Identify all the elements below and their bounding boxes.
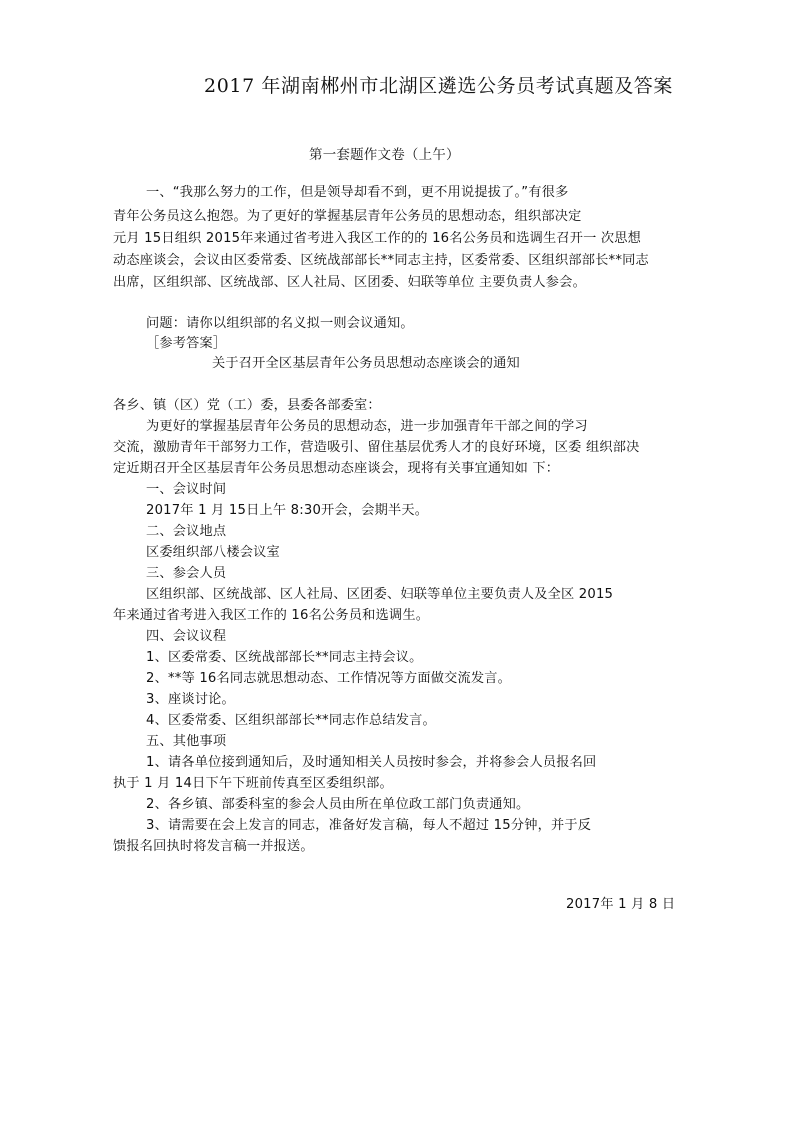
document-subtitle: 第一套题作文卷（上午） (309, 147, 460, 163)
section-heading: 三、参会人员 (146, 566, 227, 581)
notice-body-line: 区组织部、区统战部、区人社局、区团委、妇联等单位主要负责人及全区 2015 (146, 587, 614, 602)
reference-answer-label: ［参考答案］ (146, 336, 227, 351)
notice-salutation: 各乡、镇（区）党（工）委，县委各部委室： (113, 398, 381, 413)
section-heading: 一、会议时间 (146, 482, 227, 497)
notice-body-line: 2、各乡镇、部委科室的参会人员由所在单位政工部门负责通知。 (146, 797, 530, 812)
question-line: 青年公务员这么抱怨。为了更好的掌握基层青年公务员的思想动态，组织部决定 (113, 209, 582, 224)
document-title: 2017 年湖南郴州市北湖区遴选公务员考试真题及答案 (204, 75, 673, 97)
section-heading: 五、其他事项 (146, 734, 227, 749)
notice-body-line: 3、请需要在会上发言的同志，准备好发言稿，每人不超过 15分钟，并于反 (146, 818, 592, 833)
notice-title: 关于召开全区基层青年公务员思想动态座谈会的通知 (212, 356, 520, 371)
question-line: 动态座谈会，会议由区委常委、区统战部部长**同志主持，区委常委、区组织部部长**同志 (113, 253, 649, 268)
notice-body-line: 2017年 1 月 15日上午 8:30开会，会期半天。 (146, 503, 429, 518)
notice-body-line: 馈报名回执时将发言稿一并报送。 (113, 839, 314, 854)
section-heading: 二、会议地点 (146, 524, 227, 539)
notice-body-line: 交流，激励青年干部努力工作，营造吸引、留住基层优秀人才的良好环境，区委 组织部决 (113, 440, 640, 455)
notice-date: 2017年 1 月 8 日 (566, 897, 676, 912)
question-line: 出席，区组织部、区统战部、区人社局、区团委、妇联等单位 主要负责人参会。 (113, 275, 586, 290)
notice-body-line: 3、座谈讨论。 (146, 692, 235, 707)
notice-body-line: 1、请各单位接到通知后，及时通知相关人员按时参会，并将参会人员报名回 (146, 755, 597, 770)
question-prompt: 问题：请你以组织部的名义拟一则会议通知。 (146, 316, 414, 331)
notice-body-line: 执于 1 月 14日下午下班前传真至区委组织部。 (113, 776, 393, 791)
section-heading: 四、会议议程 (146, 629, 227, 644)
notice-body-line: 定近期召开全区基层青年公务员思想动态座谈会，现将有关事宜通知如 下： (113, 461, 560, 476)
notice-body-line: 2、**等 16名同志就思想动态、工作情况等方面做交流发言。 (146, 671, 512, 686)
notice-body-line: 1、区委常委、区统战部部长**同志主持会议。 (146, 650, 423, 665)
notice-body-line: 4、区委常委、区组织部部长**同志作总结发言。 (146, 713, 436, 728)
question-line: 一、“我那么努力的工作，但是领导却看不到，更不用说提拔了。”有很多 (146, 185, 569, 200)
notice-body-line: 为更好的掌握基层青年公务员的思想动态，进一步加强青年干部之间的学习 (146, 419, 588, 434)
notice-body-line: 区委组织部八楼会议室 (146, 545, 280, 560)
question-line: 元月 15日组织 2015年来通过省考进入我区工作的的 16名公务员和选调生召开一 次思想 (113, 231, 642, 246)
notice-body-line: 年来通过省考进入我区工作的 16名公务员和选调生。 (113, 608, 430, 623)
